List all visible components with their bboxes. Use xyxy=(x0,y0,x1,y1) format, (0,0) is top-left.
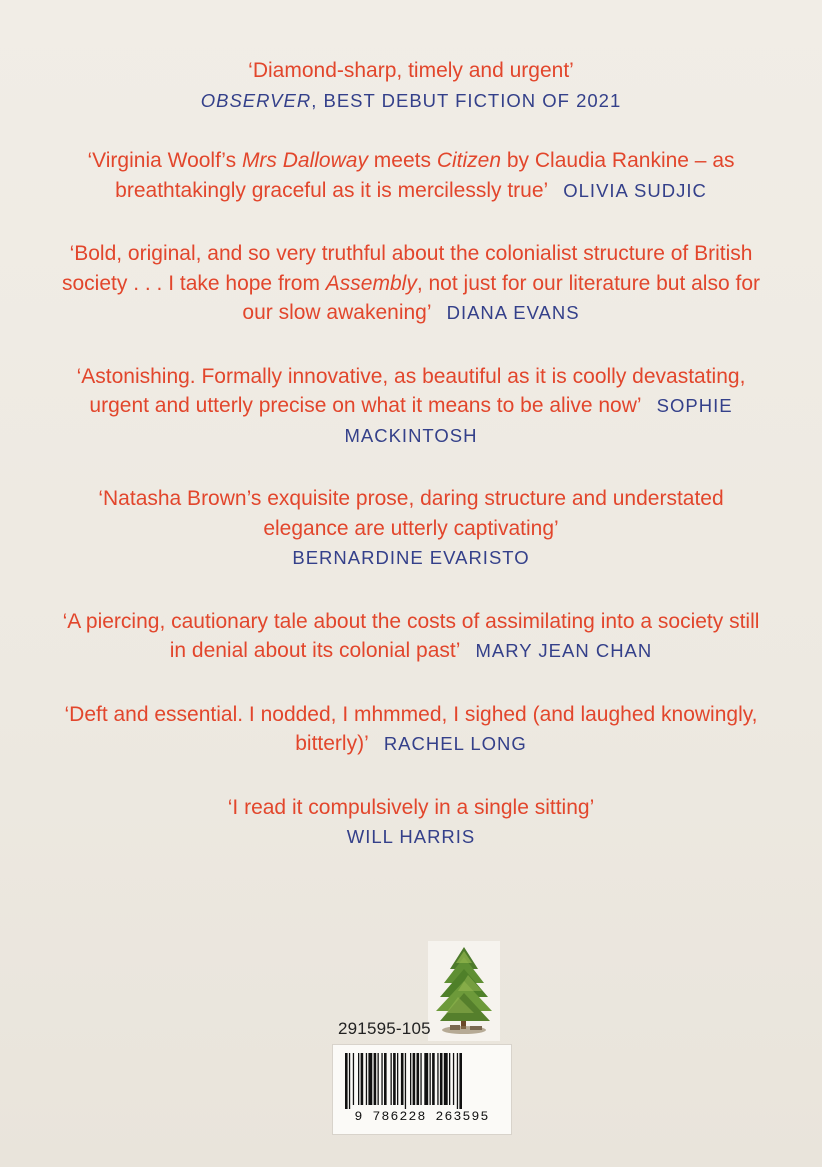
quote-text: meets xyxy=(367,149,437,172)
blurb-will-harris xyxy=(60,793,762,852)
book-title: Mrs Dalloway xyxy=(241,149,368,172)
quote-source: OBSERVER, BEST DEBUT FICTION OF 2021 xyxy=(200,89,622,111)
barcode-digits: 9 786228 263595 xyxy=(354,1109,490,1124)
quote-text: ‘Bold, original, and so very truthful about the colonialist structure of British society . . . I take hope from xyxy=(62,242,753,295)
pine-tree-icon xyxy=(428,941,500,1041)
quote-source: DIANA EVANS xyxy=(446,302,580,323)
blurb-mary-jean-chan xyxy=(60,607,762,666)
blurb-list xyxy=(60,56,762,886)
quote-text: ‘Astonishing. Formally innovative, as beautiful as it is coolly devastating, urgent and utterly precise on what it means to be alive now’ xyxy=(76,364,746,417)
product-code: 291595-105 xyxy=(338,1019,431,1038)
quote-source: OLIVIA SUDJIC xyxy=(563,179,707,201)
quote-text: ‘Natasha Brown’s exquisite prose, daring structure and understated elegance are utterly captivating’ xyxy=(98,487,724,540)
book-title: Citizen xyxy=(436,149,502,172)
quote-source: WILL HARRIS xyxy=(346,826,476,847)
quote-text: ‘Virginia Woolf’s xyxy=(87,149,242,172)
quote-source: SOPHIE MACKINTOSH xyxy=(344,395,733,446)
blurb-observer xyxy=(60,56,762,115)
quote-source: BERNARDINE EVARISTO xyxy=(292,547,530,568)
quote-source: MARY JEAN CHAN xyxy=(475,640,653,661)
blurb-sophie-mackintosh xyxy=(60,362,762,451)
blurb-diana-evans xyxy=(60,239,762,328)
barcode-icon xyxy=(341,1053,503,1109)
quote-text: ‘Deft and essential. I nodded, I mhmmed, I sighed (and laughed knowingly, bitterly)’ xyxy=(64,702,758,755)
quote-text: by Claudia Rankine – as breathtakingly graceful as it is mercilessly true’ xyxy=(115,149,735,202)
book-title: Assembly xyxy=(325,271,417,295)
quote-text: ‘Diamond-sharp, timely and urgent’ xyxy=(248,59,574,82)
quote-source: RACHEL LONG xyxy=(383,733,527,754)
blurb-rachel-long xyxy=(60,700,762,759)
quote-text: ‘I read it compulsively in a single sitting’ xyxy=(227,795,595,819)
pine-tree-logo xyxy=(428,941,500,1041)
quote-text: ‘A piercing, cautionary tale about the costs of assimilating into a society still in denial about its colonial past’ xyxy=(62,609,760,662)
quote-text: , not just for our literature but also for our slow awakening’ xyxy=(242,271,760,324)
barcode xyxy=(332,1044,512,1135)
blurb-bernardine-evaristo xyxy=(60,484,762,573)
blurb-olivia-sudjic xyxy=(60,146,762,205)
